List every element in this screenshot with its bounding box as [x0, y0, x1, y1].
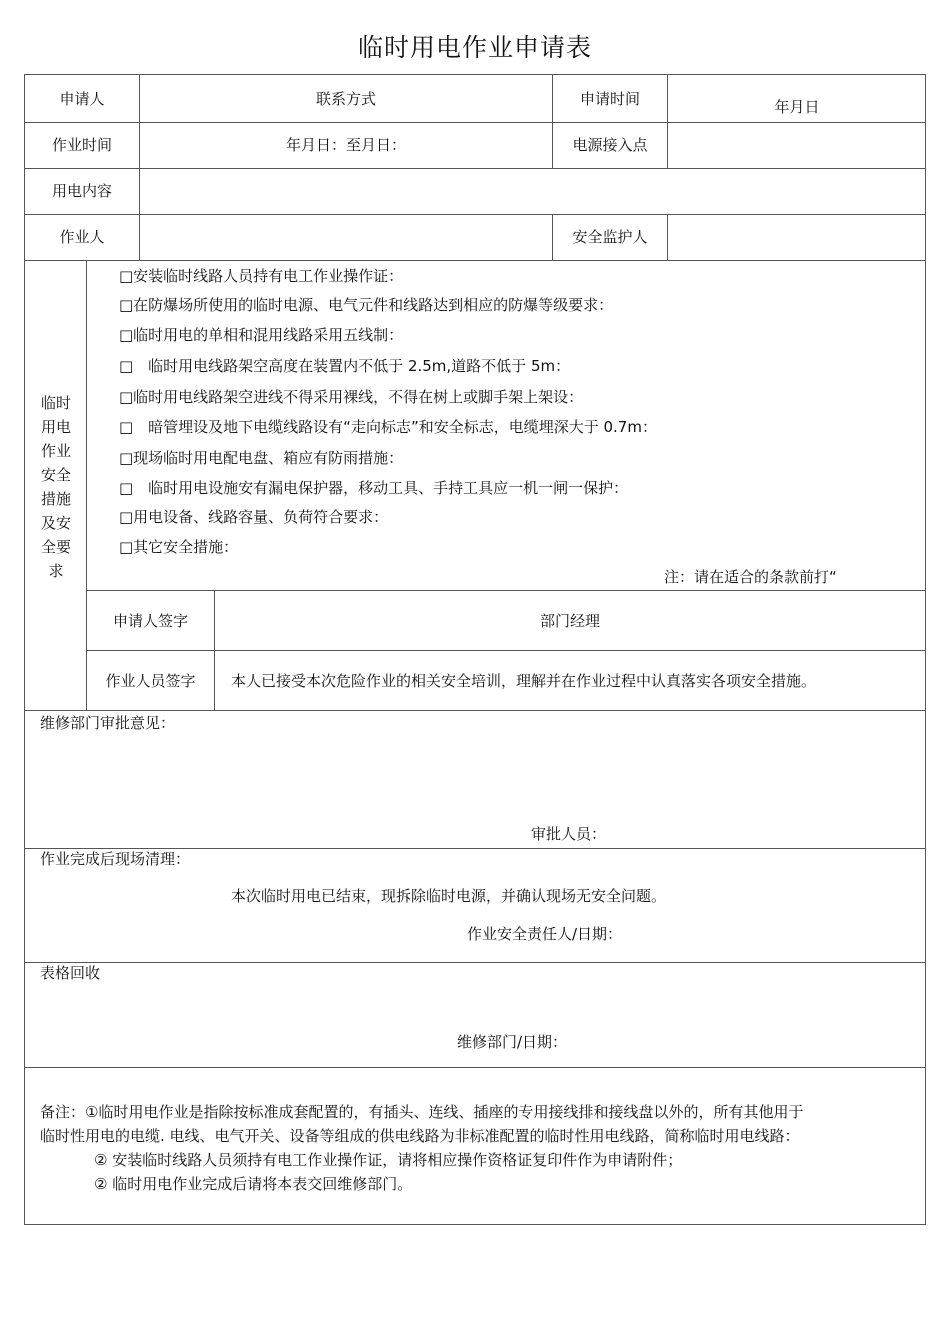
side-label-part: 全要 — [40, 538, 71, 556]
side-label-part: 措施 — [40, 490, 71, 508]
approval-label: 维修部门审批意见： — [40, 714, 176, 732]
col-divider — [667, 214, 668, 261]
remarks-line: ② 安装临时线路人员须持有电工作业操作证，请将相应操作资格证复印件作为申请附件； — [94, 1151, 683, 1169]
row-divider — [86, 590, 926, 591]
side-label-part: 求 — [48, 562, 64, 580]
safety-checkbox-item[interactable]: □用电设备、线路容量、负荷符合要求： — [119, 508, 389, 526]
apply-time-label: 申请时间 — [579, 90, 640, 108]
work-time-value: 年月日：至月日： — [285, 136, 406, 154]
table-border-top — [24, 74, 926, 75]
row-divider — [24, 710, 926, 711]
safety-checkbox-item[interactable]: □其它安全措施： — [119, 538, 239, 556]
col-divider — [86, 260, 87, 711]
worker-statement: 本人已接受本次危险作业的相关安全培训，理解并在作业过程中认真落实各项安全措施。 — [231, 672, 817, 690]
safety-checkbox-item[interactable]: □现场临时用电配电盘、箱应有防雨措施： — [119, 449, 404, 467]
row-divider — [24, 214, 926, 215]
cleanup-label: 作业完成后现场清理： — [40, 850, 191, 868]
safety-checkbox-item[interactable]: □ 临时用电设施安有漏电保护器，移动工具、手持工具应一机一闸一保护： — [119, 479, 629, 497]
remarks-line: ② 临时用电作业完成后请将本表交回维修部门。 — [94, 1175, 413, 1193]
supervisor-label: 安全监护人 — [572, 228, 648, 246]
side-label-part: 作业 — [40, 442, 71, 460]
safety-checkbox-item[interactable]: □安装临时线路人员持有电工作业操作证： — [119, 267, 404, 285]
content-label: 用电内容 — [51, 182, 112, 200]
side-label-part: 安全 — [40, 466, 71, 484]
table-border-bottom — [24, 1224, 926, 1225]
safety-checkbox-item[interactable]: □ 暗管埋设及地下电缆线路设有“走向标志”和安全标志，电缆埋深大于 0.7m： — [119, 418, 657, 436]
cleanup-statement: 本次临时用电已结束，现拆除临时电源，并确认现场无安全问题。 — [231, 887, 667, 905]
recovery-label: 表格回收 — [40, 964, 101, 982]
safety-checkbox-item[interactable]: □临时用电线路架空进线不得采用裸线，不得在树上或脚手架上架设： — [119, 388, 584, 406]
col-divider — [214, 590, 215, 711]
row-divider — [24, 962, 926, 963]
cleanup-responsible: 作业安全责任人/日期： — [467, 925, 623, 943]
row-divider — [24, 1067, 926, 1068]
safety-note: 注：请在适合的条款前打“ — [664, 568, 837, 586]
remarks-line: 备注：①临时用电作业是指除按标准成套配置的，有插头、连线、插座的专用接线排和接线盘以外的，所有其他用于 — [40, 1103, 804, 1121]
worker-label: 作业人 — [59, 228, 105, 246]
safety-checkbox-item[interactable]: □ 临时用电线路架空高度在装置内不低于 2.5m,道路不低于 5m： — [119, 357, 571, 375]
col-divider — [667, 74, 668, 169]
power-point-label: 电源接入点 — [572, 136, 648, 154]
row-divider — [86, 650, 926, 651]
work-time-label: 作业时间 — [51, 136, 112, 154]
applicant-sign-label: 申请人签字 — [112, 612, 188, 630]
contact-label: 联系方式 — [315, 90, 376, 108]
row-divider — [24, 168, 926, 169]
recovery-dept-date: 维修部门/日期： — [457, 1033, 568, 1051]
page-title: 临时用电作业申请表 — [357, 33, 592, 62]
safety-checkbox-item[interactable]: □在防爆场所使用的临时电源、电气元件和线路达到相应的防爆等级要求： — [119, 296, 614, 314]
applicant-label: 申请人 — [59, 90, 105, 108]
row-divider — [24, 122, 926, 123]
approver-label: 审批人员： — [531, 825, 607, 843]
row-divider — [24, 260, 926, 261]
safety-checkbox-item[interactable]: □临时用电的单相和混用线路采用五线制： — [119, 326, 404, 344]
side-label-part: 用电 — [40, 418, 71, 436]
side-label-part: 临时 — [40, 394, 71, 412]
dept-manager-label: 部门经理 — [539, 612, 600, 630]
side-label-part: 及安 — [40, 514, 71, 532]
apply-time-value: 年月日 — [774, 98, 820, 116]
worker-sign-label: 作业人员签字 — [105, 672, 196, 690]
remarks-line: 临时性用电的电缆. 电线、电气开关、设备等组成的供电线路为非标准配置的临时性用电线路，简称临时用电线路： — [40, 1127, 800, 1145]
safety-side-label — [26, 391, 86, 583]
